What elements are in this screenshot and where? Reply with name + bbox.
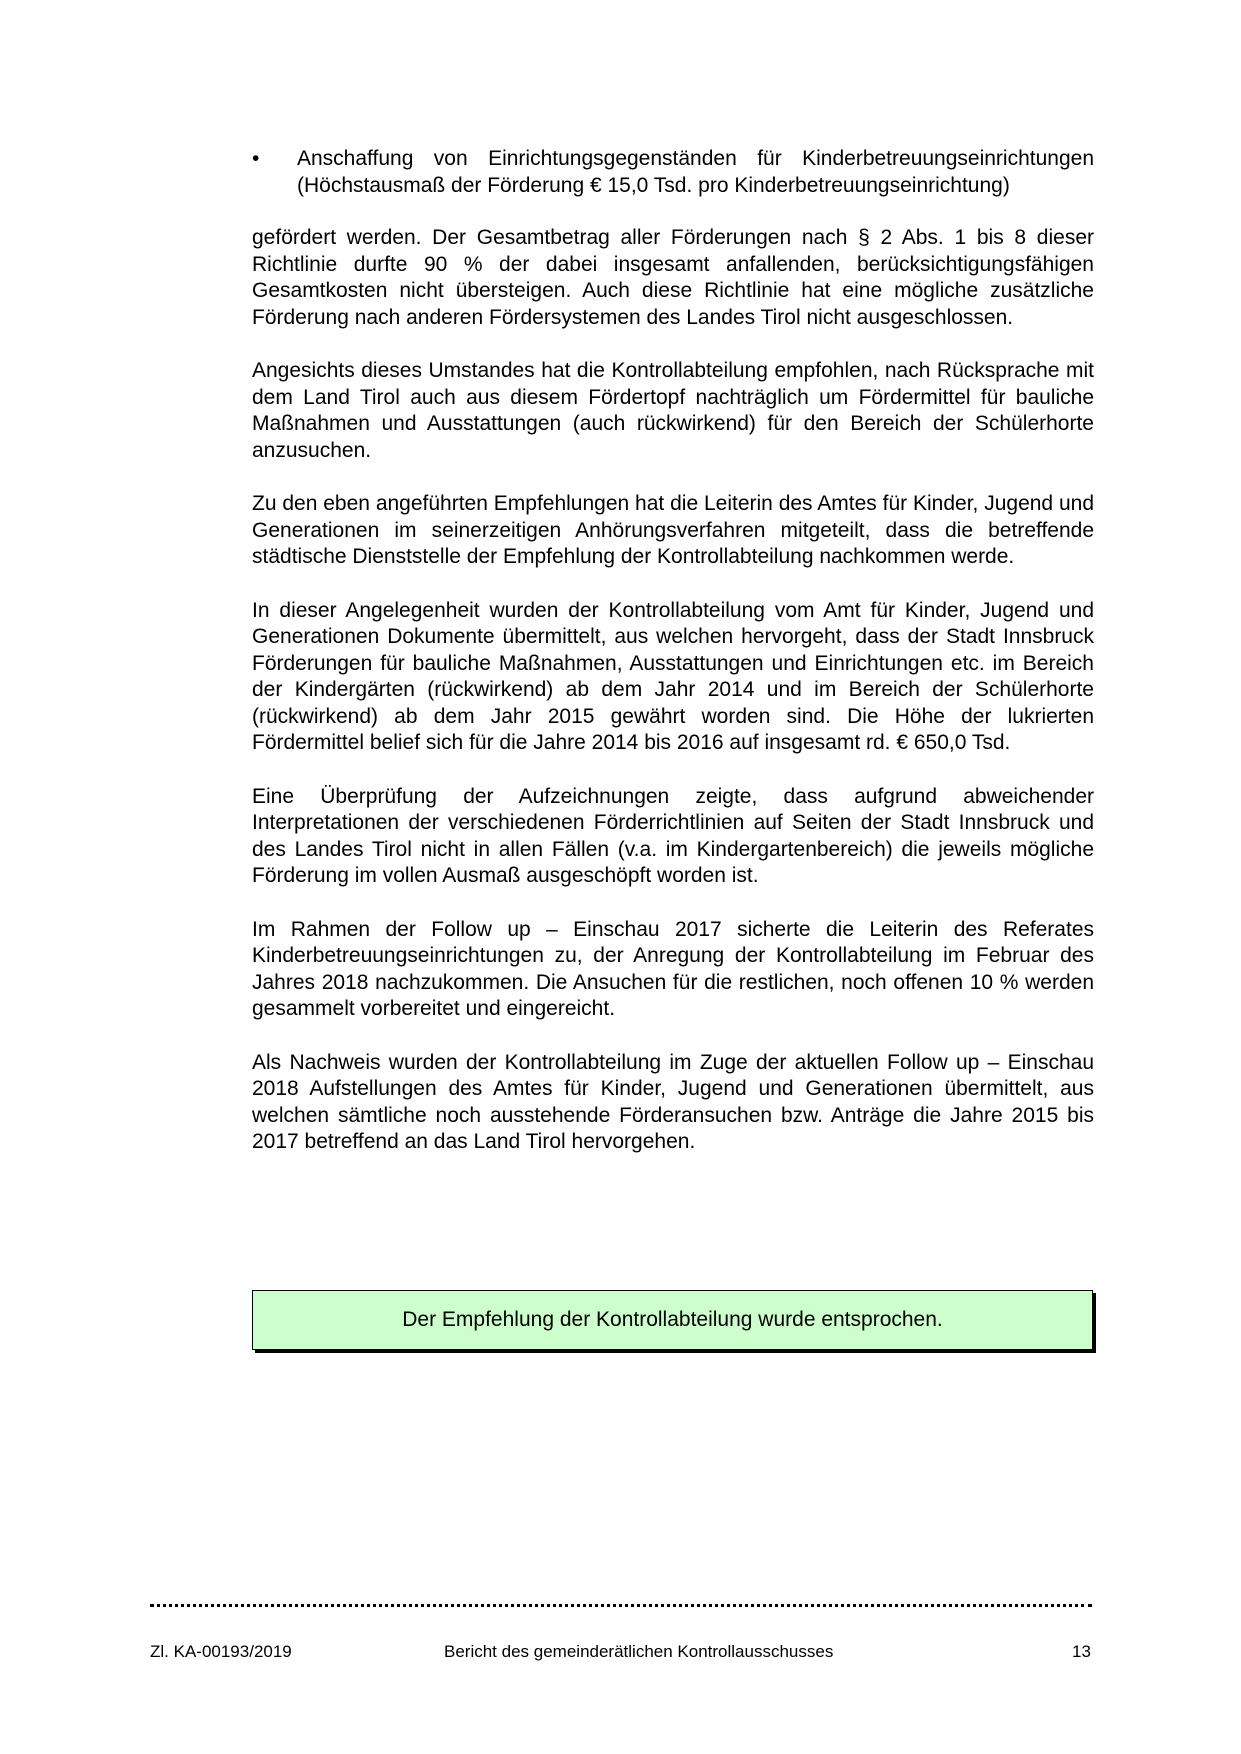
page-body — [252, 146, 1094, 1183]
footer-reference: Zl. KA-00193/2019 — [150, 1642, 292, 1661]
result-text: Der Empfehlung der Kontrollabteilung wurde entsprochen. — [402, 1308, 943, 1331]
bullet-text: Anschaffung von Einrichtungsgegenständen für Kinderbetreuungseinrichtungen (Höchstausmaß der Förderung € 15,0 Tsd. pro Kinderbetreuungseinrichtung) — [297, 147, 1094, 197]
paragraph-documents: In dieser Angelegenheit wurden der Kontrollabteilung vom Amt für Kinder, Jugend und Generationen Dokumente übermittelt, aus welchen hervorgeht, dass der Stadt Innsbruck Förderungen für bauliche Maßnahmen, Ausstattungen und Einrichtungen etc. im Bereich der Kindergärten (rückwirkend) ab dem Jahr 2014 und im Bereich der Schülerhorte (rückwirkend) ab dem Jahr 2015 gewährt worden sind. Die Höhe der lukrierten Fördermittel belief sich für die Jahre 2014 bis 2016 auf insgesamt rd. € 650,0 Tsd. — [252, 598, 1094, 754]
paragraph-recommendation: Angesichts dieses Umstandes hat die Kontrollabteilung empfohlen, nach Rücksprache mit dem Land Tirol auch aus diesem Fördertopf nachträglich um Fördermittel für bauliche Maßnahmen und Ausstattungen (auch rückwirkend) für den Bereich der Schülerhorte anzusuchen. — [252, 359, 1094, 462]
footer-title: Bericht des gemeinderätlichen Kontrollausschusses — [444, 1642, 834, 1661]
footer-divider — [150, 1604, 1092, 1607]
paragraph-hearing-response: Zu den eben angeführten Empfehlungen hat die Leiterin des Amtes für Kinder, Jugend und Generationen im seinerzeitigen Anhörungsverfahren mitgeteilt, dass die betreffende städtische Dienststelle der Empfehlung der Kontrollabteilung nachkommen werde. — [252, 492, 1094, 568]
paragraph-follow-up-2018: Als Nachweis wurden der Kontrollabteilung im Zuge der aktuellen Follow up – Einschau 2018 Aufstellungen des Amtes für Kinder, Jugend und Generationen übermittelt, aus welchen sämtliche noch ausstehende Förderansuchen bzw. Anträge die Jahre 2015 bis 2017 betreffend an das Land Tirol hervorgehen. — [252, 1050, 1094, 1153]
paragraph-review: Eine Überprüfung der Aufzeichnungen zeigte, dass aufgrund abweichender Interpretationen der verschiedenen Förderrichtlinien auf Seiten der Stadt Innsbruck und des Landes Tirol nicht in allen Fällen (v.a. im Kindergartenbereich) die jeweils mögliche Förderung im vollen Ausmaß ausgeschöpft worden ist. — [252, 784, 1094, 887]
bullet-item — [252, 146, 1094, 199]
bullet-icon: • — [252, 147, 260, 170]
paragraph-funding-total: gefördert werden. Der Gesamtbetrag aller Förderungen nach § 2 Abs. 1 bis 8 dieser Richtlinie durfte 90 % der dabei insgesamt anfallenden, berücksichtigungsfähigen Gesamtkosten nicht übersteigen. Auch diese Richtlinie hat eine mögliche zusätzliche Förderung nach anderen Fördersystemen des Landes Tirol nicht ausgeschlossen. — [252, 226, 1094, 329]
page-number: 13 — [1072, 1642, 1091, 1661]
paragraph-follow-up-2017: Im Rahmen der Follow up – Einschau 2017 sicherte die Leiterin des Referates Kinderbetreuungseinrichtungen zu, der Anregung der Kontrollabteilung im Februar des Jahres 2018 nachzukommen. Die Ansuchen für die restlichen, noch offenen 10 % werden gesammelt vorbereitet und eingereicht. — [252, 917, 1094, 1020]
result-box — [252, 1290, 1093, 1350]
